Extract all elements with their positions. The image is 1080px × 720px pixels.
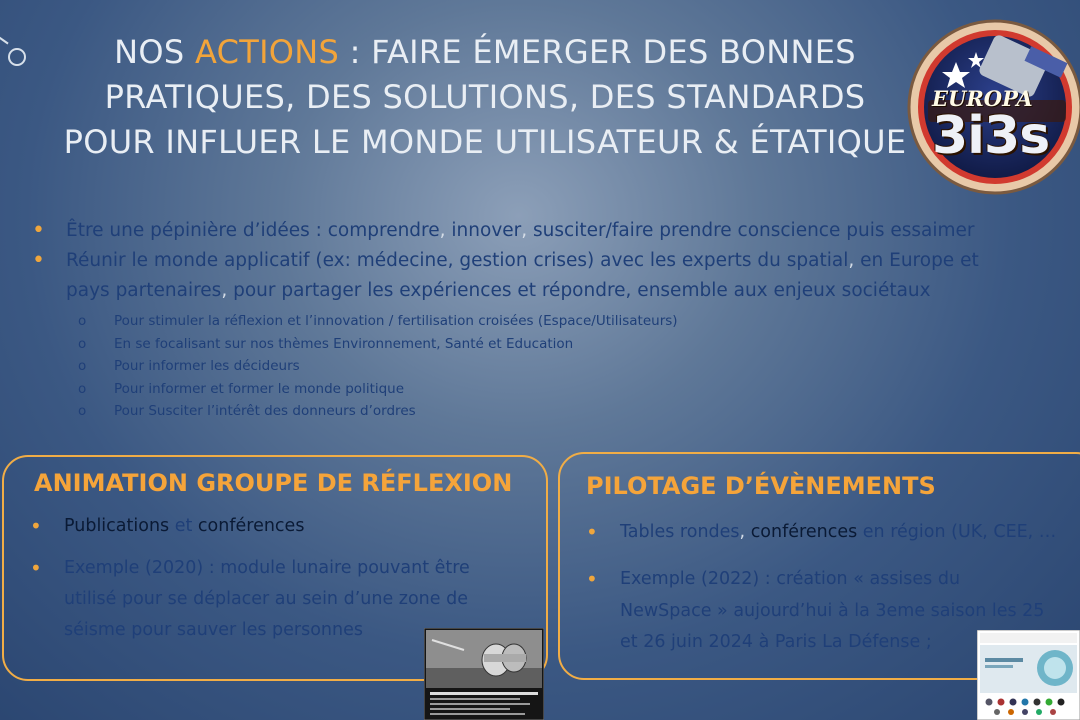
page-title [20, 30, 950, 165]
title-line-2: PRATIQUES, DES SOLUTIONS, DES STANDARDS [104, 78, 866, 116]
panel-bullet-list [30, 513, 470, 646]
title-line-3: POUR INFLUER LE MONDE UTILISATEUR & ÉTATIQUE [63, 123, 907, 161]
sub-bullet-item: o Pour Susciter l’intérêt des donneurs d’ordres [78, 403, 416, 419]
bullet-item: • Réunir le monde applicatif (ex: médecine, gestion crises) avec les experts du spatial, en Europe et [32, 246, 1080, 276]
lunar-module-image [424, 628, 544, 720]
decorative-line [0, 30, 9, 44]
title-line-1: NOS ACTIONS : FAIRE ÉMERGER DES BONNES [114, 33, 856, 71]
bullet-item: • Être une pépinière d’idées : comprendre, innover, susciter/faire prendre conscience puis essaimer [32, 216, 1080, 246]
panel-title: ANIMATION GROUPE DE RÉFLEXION [34, 469, 513, 497]
example-text: Exemple (2022) : création « assises du NewSpace » aujourd’hui à la 3eme saison les 25 et 26 juin 2024 à Paris La Défense ; [620, 569, 1045, 652]
sub-bullet-list [78, 310, 678, 423]
newspace-event-poster-image [977, 630, 1080, 720]
example-text: Exemple (2020) : module lunaire pouvant être utilisé pour se déplacer au sein d’une zone de séisme pour sauver les personnes [64, 558, 470, 640]
panel-bullet-item: • Tables rondes, conférences en région (UK, CEE, … [586, 518, 1056, 546]
logo-text-europa: EUROPA [932, 86, 1033, 111]
sub-bullet-item: o En se focalisant sur nos thèmes Environnement, Santé et Education [78, 335, 574, 352]
sub-bullet-item: o Pour stimuler la réflexion et l’innovation / fertilisation croisées (Espace/Utilisateurs) [78, 313, 678, 329]
title-highlight: ACTIONS [194, 33, 340, 71]
panel-bullet-item [30, 553, 470, 646]
panel-title: PILOTAGE D’ÉVÈNEMENTS [586, 472, 936, 500]
main-bullet-list [32, 216, 1080, 306]
logo-text-3i3s: 3i3s [932, 106, 1050, 166]
sub-bullet-item: o Pour informer et former le monde politique [78, 380, 405, 397]
sub-bullet-item: o Pour informer les décideurs [78, 358, 300, 374]
panel-bullet-item: • Publications et conférences [30, 513, 470, 539]
bullet-item-continuation: pays partenaires, pour partager les expériences et répondre, ensemble aux enjeux sociétaux [66, 280, 931, 301]
